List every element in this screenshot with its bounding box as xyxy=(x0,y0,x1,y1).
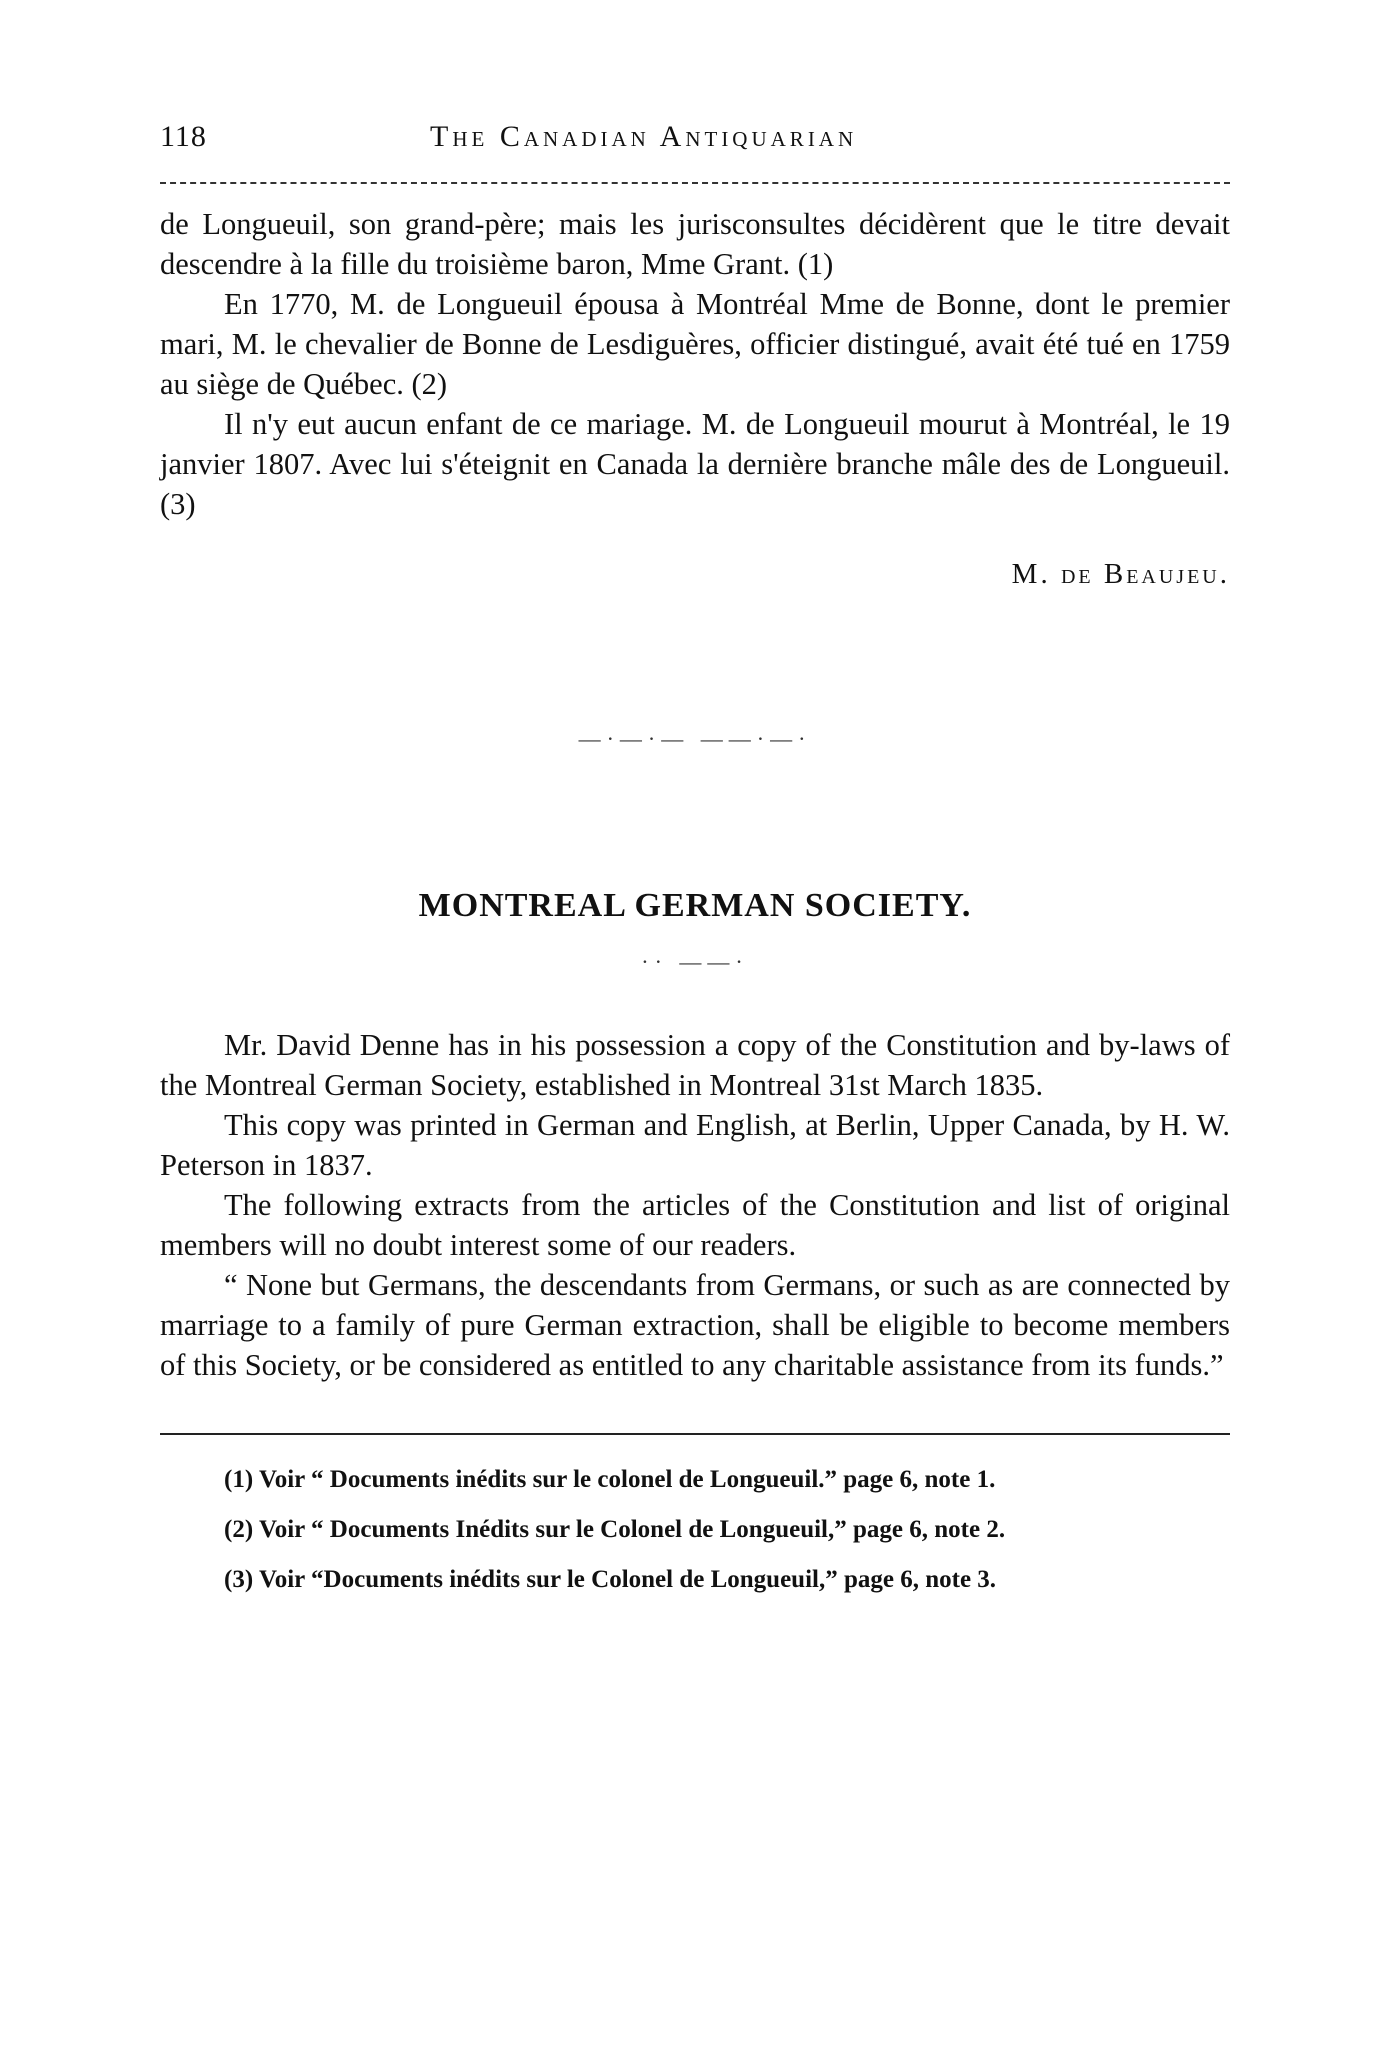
paragraph: The following extracts from the articles of the Constitution and list of original members will no doubt interest some of our readers. xyxy=(160,1188,1230,1262)
paragraph: Mr. David Denne has in his possession a copy of the Constitution and by-laws of the Montreal German Society, established in Montreal 31st March 1835. xyxy=(160,1028,1230,1102)
footnote: (1) Voir “ Documents inédits sur le colonel de Longueuil.” page 6, note 1. xyxy=(224,1466,996,1493)
article-body xyxy=(160,1025,1230,1385)
header-rule xyxy=(160,182,1230,184)
paragraph: En 1770, M. de Longueuil épousa à Montréal Mme de Bonne, dont le premier mari, M. le chevalier de Bonne de Lesdiguères, officier distingué, avait été tué en 1759 au siège de Québec. (2) xyxy=(160,287,1230,401)
footnote: (3) Voir “Documents inédits sur le Colonel de Longueuil,” page 6, note 3. xyxy=(224,1566,997,1593)
paragraph: de Longueuil, son grand-père; mais les jurisconsultes décidèrent que le titre devait descendre à la fille du troisième baron, Mme Grant. (1) xyxy=(160,207,1230,281)
running-title: The Canadian Antiquarian xyxy=(430,120,858,153)
paragraph: This copy was printed in German and English, at Berlin, Upper Canada, by H. W. Peterson in 1837. xyxy=(160,1108,1230,1182)
section-separator: —·—·— ——·—· xyxy=(578,726,812,751)
author-signature: M. de Beaujeu. xyxy=(1011,558,1230,590)
book-page xyxy=(160,120,1230,1613)
continued-article xyxy=(160,204,1230,591)
paragraph: Il n'y eut aucun enfant de ce mariage. M. de Longueuil mourut à Montréal, le 19 janvier 1807. Avec lui s'éteignit en Canada la dernière branche mâle des de Longueuil. (3) xyxy=(160,407,1230,521)
footnote-rule xyxy=(160,1433,1230,1435)
page-header xyxy=(160,120,1230,160)
title-separator: ·· ——· xyxy=(641,949,749,974)
page-number: 118 xyxy=(160,120,207,153)
quoted-paragraph: “ None but Germans, the descendants from Germans, or such as are connected by marriage to a family of pure German extraction, shall be eligible to become members of this Society, or be considered as entitled to any charitable assistance from its funds.” xyxy=(160,1268,1230,1382)
footnote: (2) Voir “ Documents Inédits sur le Colonel de Longueuil,” page 6, note 2. xyxy=(224,1516,1006,1543)
section-title: MONTREAL GERMAN SOCIETY. xyxy=(418,887,972,924)
footnotes xyxy=(160,1463,1230,1597)
